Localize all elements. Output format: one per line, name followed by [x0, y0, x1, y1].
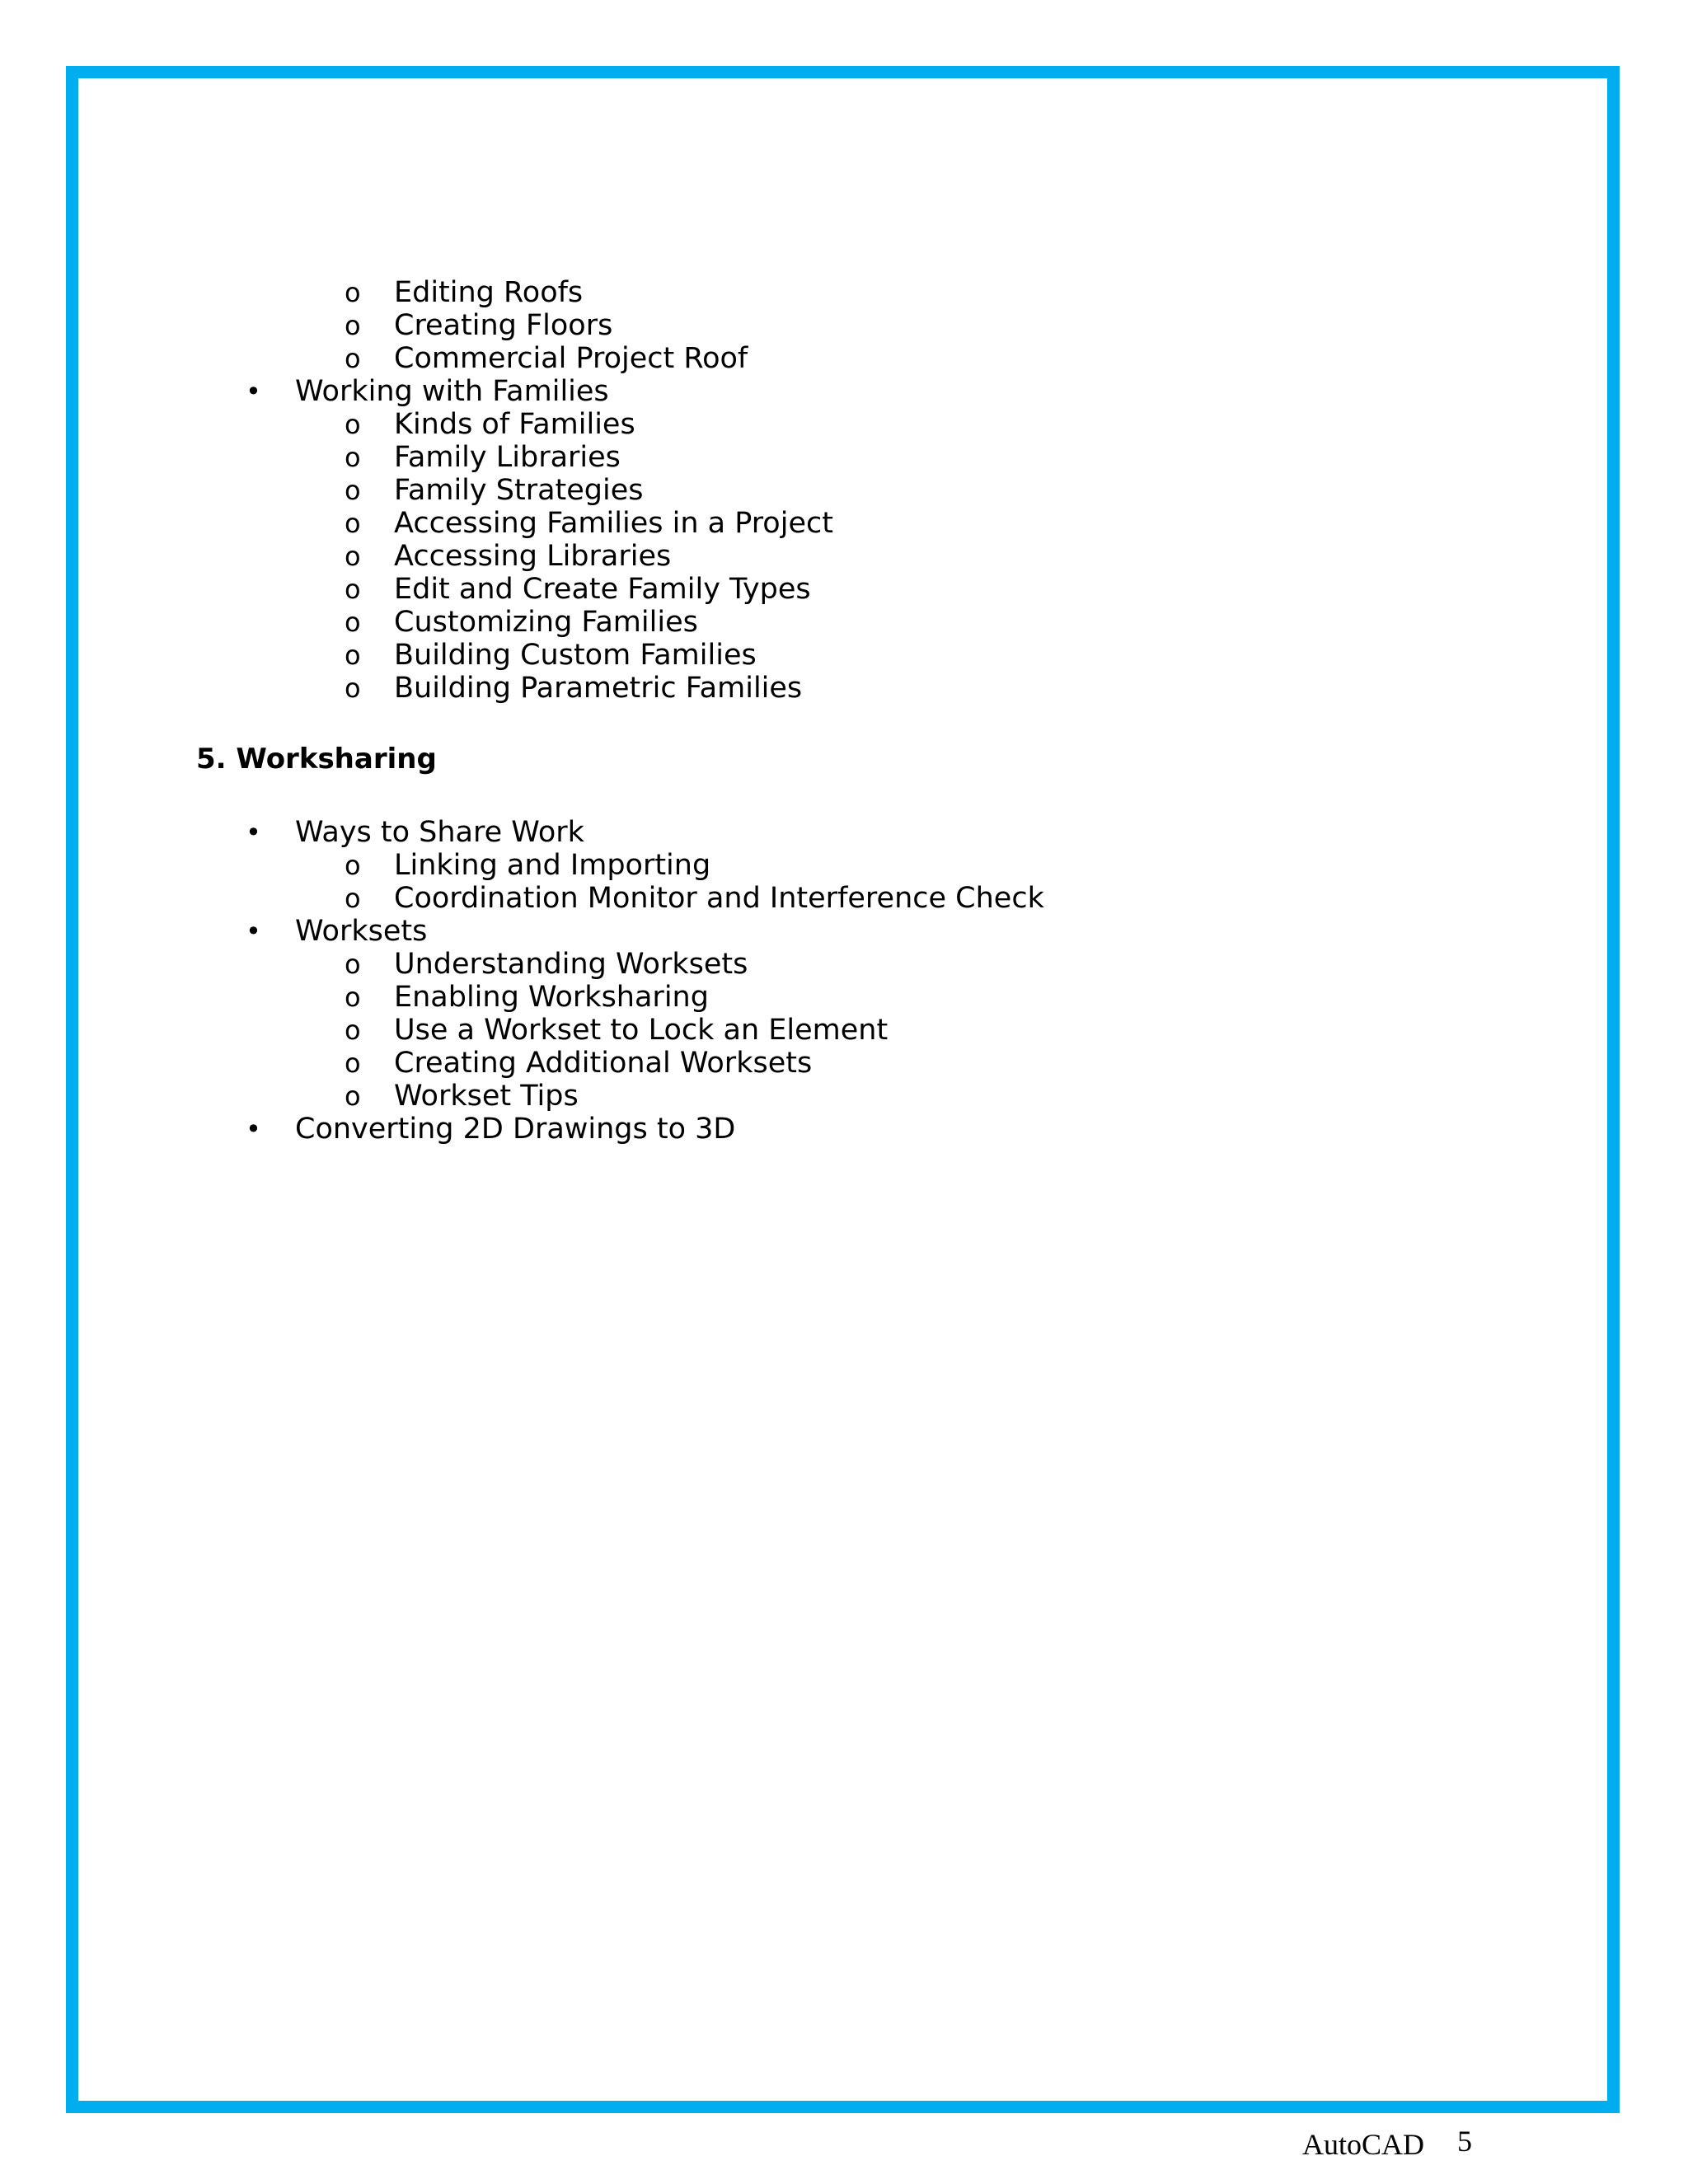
list-item: Creating Floors: [394, 309, 613, 342]
list-item: Converting 2D Drawings to 3D: [295, 1113, 736, 1146]
list-item: Enabling Worksharing: [394, 981, 709, 1014]
sub-bullet-marker: o: [345, 1047, 361, 1079]
list-item: Coordination Monitor and Interference Check: [394, 882, 1044, 915]
list-item: Building Custom Families: [394, 639, 757, 672]
list-item: Family Strategies: [394, 474, 644, 507]
page-number: 5: [1457, 2125, 1472, 2158]
list-item: Editing Roofs: [394, 276, 584, 309]
sub-bullet-marker: o: [345, 607, 361, 638]
list-item: Ways to Share Work: [295, 816, 584, 849]
list-item: Customizing Families: [394, 606, 698, 639]
list-item: Commercial Project Roof: [394, 342, 748, 375]
bullet-marker: •: [246, 376, 261, 407]
list-item: Building Parametric Families: [394, 672, 803, 705]
sub-bullet-marker: o: [345, 640, 361, 671]
bullet-marker: •: [246, 1113, 261, 1145]
bullet-marker: •: [246, 817, 261, 848]
sub-bullet-marker: o: [345, 1080, 361, 1112]
sub-bullet-marker: o: [345, 574, 361, 605]
sub-bullet-marker: o: [345, 1015, 361, 1046]
sub-bullet-marker: o: [345, 949, 361, 980]
list-item: Creating Additional Worksets: [394, 1047, 813, 1080]
list-item: Understanding Worksets: [394, 948, 748, 981]
list-item: Edit and Create Family Types: [394, 573, 811, 606]
sub-bullet-marker: o: [345, 277, 361, 308]
sub-bullet-marker: o: [345, 883, 361, 914]
list-item: Accessing Families in a Project: [394, 507, 833, 540]
sub-bullet-marker: o: [345, 850, 361, 881]
list-item: Workset Tips: [394, 1080, 579, 1113]
sub-bullet-marker: o: [345, 673, 361, 704]
sub-bullet-marker: o: [345, 409, 361, 440]
list-item: Family Libraries: [394, 441, 621, 474]
list-item: Kinds of Families: [394, 408, 635, 441]
list-item: Linking and Importing: [394, 849, 711, 882]
list-item: Working with Families: [295, 375, 609, 408]
bullet-marker: •: [246, 916, 261, 947]
list-item: Accessing Libraries: [394, 540, 672, 573]
sub-bullet-marker: o: [345, 343, 361, 374]
sub-bullet-marker: o: [345, 475, 361, 506]
sub-bullet-marker: o: [345, 310, 361, 341]
sub-bullet-marker: o: [345, 442, 361, 473]
sub-bullet-marker: o: [345, 982, 361, 1013]
list-item: Worksets: [295, 915, 428, 948]
footer-title: AutoCAD: [1302, 2128, 1425, 2161]
section-heading: 5. Worksharing: [196, 743, 437, 776]
list-item: Use a Workset to Lock an Element: [394, 1014, 889, 1047]
sub-bullet-marker: o: [345, 508, 361, 539]
sub-bullet-marker: o: [345, 541, 361, 572]
page-border: [66, 66, 1620, 2113]
